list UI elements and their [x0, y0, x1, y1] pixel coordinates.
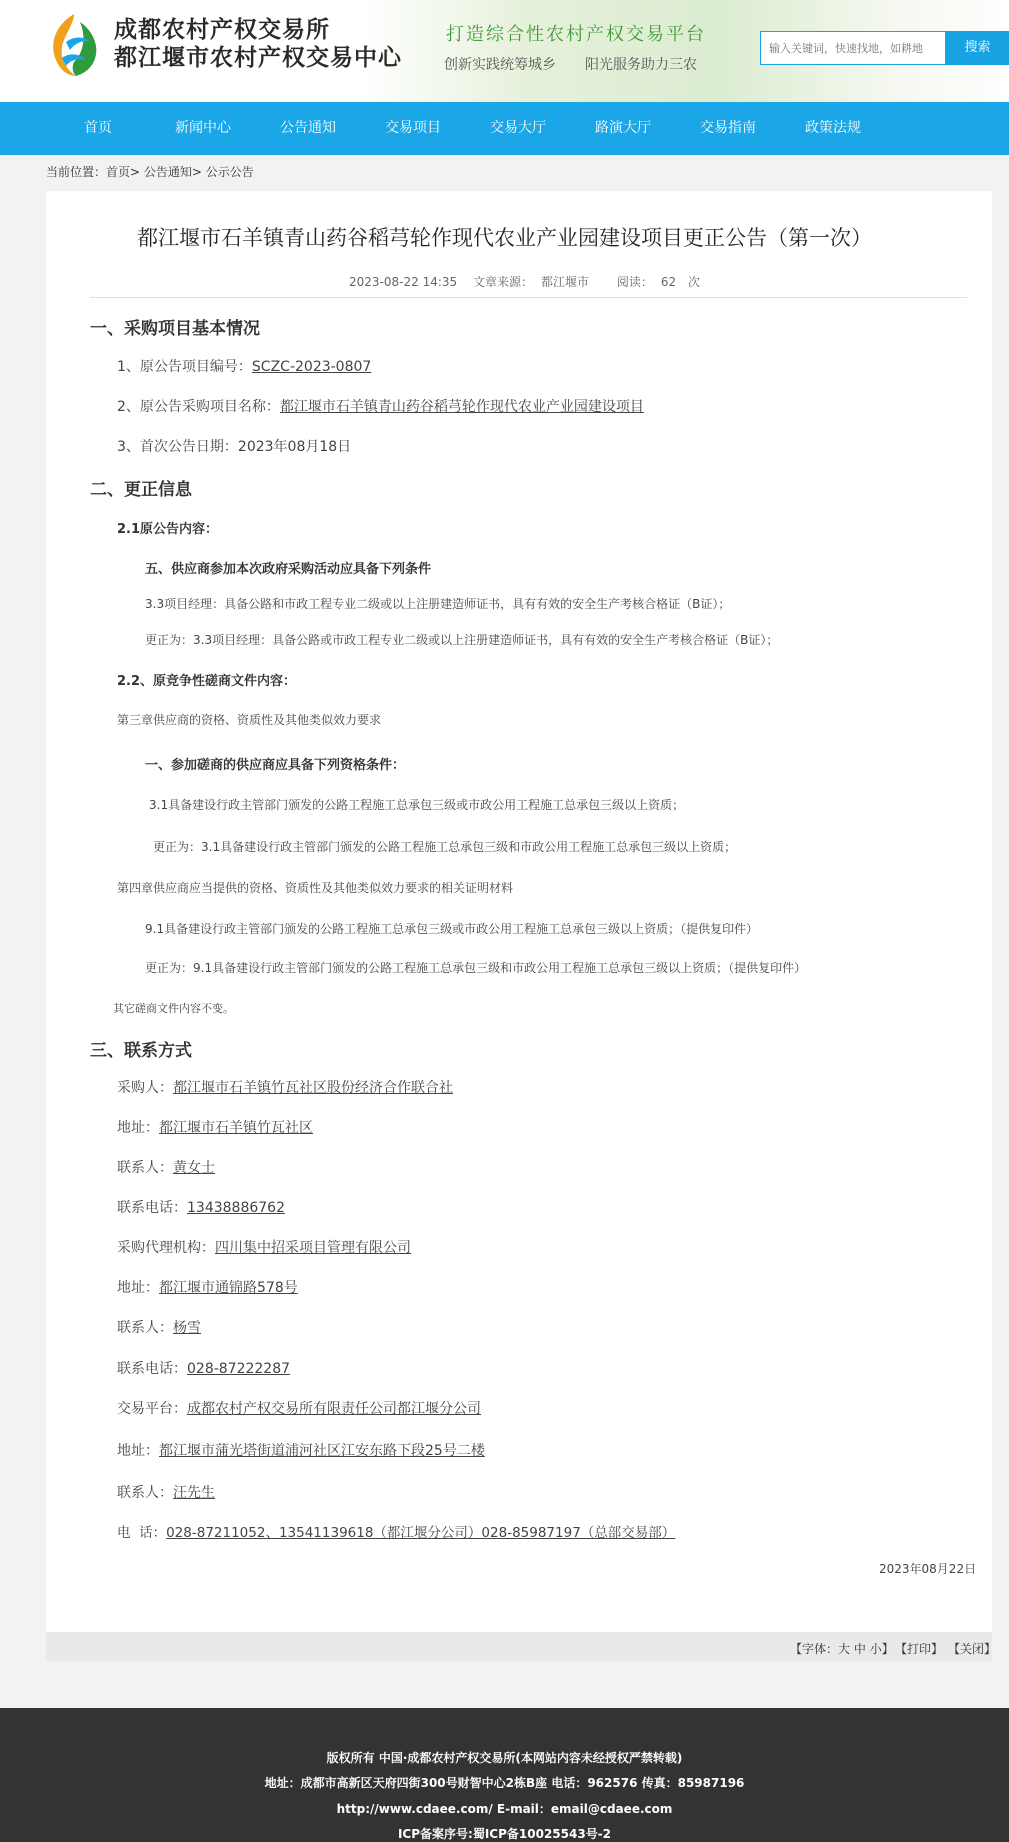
- contact-value-link[interactable]: 都江堰市石羊镇竹瓦社区股份经济合作联合社: [173, 1080, 453, 1096]
- nav-item-trading-hall[interactable]: 交易大厅: [490, 120, 546, 136]
- nav-item-projects[interactable]: 交易项目: [385, 120, 441, 136]
- breadcrumb-prefix: 当前位置：: [46, 165, 107, 179]
- font-size-medium-button[interactable]: 中: [853, 1642, 866, 1656]
- contact-label: 电 话：: [117, 1525, 167, 1541]
- nav-item-roadshow[interactable]: 路演大厅: [595, 120, 651, 136]
- subheading-2-2: 2.2、原竞争性磋商文件内容：: [117, 674, 297, 689]
- footer-contact[interactable]: http://www.cdaee.com/ E-mail：email@cdaee.com: [336, 1802, 673, 1816]
- font-size-small-button[interactable]: 小: [869, 1642, 882, 1656]
- section-heading-3: 三、联系方式: [90, 1041, 192, 1061]
- contact-label: 联系电话：: [117, 1200, 187, 1216]
- site-footer: [0, 1708, 1009, 1842]
- slogan-sub-2: 阳光服务助力三农: [585, 57, 697, 73]
- search-input[interactable]: [760, 31, 946, 65]
- contact-value-link[interactable]: 黄女士: [173, 1160, 215, 1176]
- section-heading-1: 一、采购项目基本情况: [90, 319, 260, 339]
- contact-label: 联系人：: [117, 1485, 173, 1501]
- chapter-3-heading: 第三章供应商的资格、资质性及其他类似效力要求: [117, 713, 382, 727]
- site-name-line-2: 都江堰市农村产权交易中心: [114, 45, 402, 71]
- contact-label: 联系人：: [117, 1320, 173, 1336]
- contact-value-link[interactable]: 都江堰市通锦路578号: [159, 1280, 298, 1296]
- title-divider: [90, 297, 967, 298]
- contact-agency: [117, 1237, 411, 1257]
- project-number-link[interactable]: SCZC-2023-0807: [251, 359, 372, 375]
- font-size-large-button[interactable]: 大: [838, 1642, 851, 1656]
- contact-label: 地址：: [117, 1280, 159, 1296]
- contact-label: 交易平台：: [117, 1401, 187, 1417]
- contact-purchaser-phone: [117, 1197, 285, 1217]
- breadcrumb-notices[interactable]: 公告通知: [143, 165, 192, 179]
- site-header: [0, 0, 1009, 102]
- breadcrumb-separator: >: [191, 165, 206, 179]
- font-size-label: 【字体：: [790, 1642, 839, 1656]
- article-date: 2023-08-22 14:35: [349, 275, 458, 289]
- qualification-heading: 一、参加磋商的供应商应具备下列资格条件：: [145, 758, 406, 773]
- contact-label: 地址：: [117, 1120, 159, 1136]
- contact-label: 联系人：: [117, 1160, 173, 1176]
- subheading-conditions: 五、供应商参加本次政府采购活动应具备下列条件: [145, 562, 432, 577]
- contact-platform-phone: [117, 1521, 675, 1541]
- contact-label: 采购代理机构：: [117, 1240, 215, 1256]
- nav-item-guide[interactable]: 交易指南: [700, 120, 756, 136]
- nav-item-home[interactable]: 首页: [84, 120, 112, 136]
- nav-item-policy[interactable]: 政策法规: [805, 120, 861, 136]
- breadcrumb-home[interactable]: 首页: [106, 165, 131, 179]
- other-unchanged-note: 其它磋商文件内容不变。: [113, 1002, 234, 1015]
- main-nav: [0, 102, 1009, 155]
- contact-label: 地址：: [117, 1443, 159, 1459]
- contact-value-link[interactable]: 杨雪: [173, 1320, 201, 1336]
- contact-value-link[interactable]: 成都农村产权交易所有限责任公司都江堰分公司: [187, 1401, 481, 1417]
- article-read-label: 阅读：: [616, 275, 653, 289]
- subheading-2-1: 2.1原公告内容：: [117, 522, 219, 537]
- breadcrumb-current[interactable]: 公示公告: [205, 165, 254, 179]
- contact-platform-person: [117, 1482, 215, 1502]
- article-read-unit: 次: [687, 275, 700, 289]
- original-clause-3-1: 3.1具备建设行政主管部门颁发的公路工程施工总承包三级或市政公用工程施工总承包三级以上资质；: [149, 798, 685, 812]
- contact-purchaser: [117, 1077, 453, 1097]
- site-name-line-1: 成都农村产权交易所: [114, 17, 330, 43]
- contact-agency-person: [117, 1317, 201, 1337]
- corrected-clause-3-1: 更正为：3.1具备建设行政主管部门颁发的公路工程施工总承包三级和市政公用工程施工总承包三级以上资质；: [153, 840, 737, 854]
- nav-item-news[interactable]: 新闻中心: [175, 120, 231, 136]
- slogan-main: 打造综合性农村产权交易平台: [446, 24, 706, 45]
- article-title: 都江堰市石羊镇青山药谷稻芎轮作现代农业产业园建设项目更正公告（第一次）: [137, 226, 872, 250]
- contact-value-link[interactable]: 028-87211052、13541139618（都江堰分公司）028-85987197（总部交易部）: [166, 1525, 676, 1541]
- font-size-controls: [790, 1640, 894, 1657]
- print-button[interactable]: 【打印】: [895, 1642, 944, 1656]
- item-label: 2、原公告采购项目名称：: [117, 399, 280, 415]
- contact-purchaser-person: [117, 1157, 215, 1177]
- breadcrumb: [46, 163, 254, 181]
- contact-platform-address: [117, 1440, 485, 1460]
- close-button[interactable]: 【关闭】: [948, 1642, 997, 1656]
- item-first-notice-date: 3、首次公告日期：2023年08月18日: [117, 439, 352, 455]
- article-read-count: 62: [660, 275, 677, 289]
- contact-value-link[interactable]: 汪先生: [173, 1485, 215, 1501]
- contact-value-link[interactable]: 都江堰市石羊镇竹瓦社区: [159, 1120, 313, 1136]
- section-heading-2: 二、更正信息: [90, 480, 192, 500]
- contact-agency-address: [117, 1277, 298, 1297]
- nav-item-notices[interactable]: 公告通知: [280, 120, 336, 136]
- contact-value-link[interactable]: 13438886762: [187, 1200, 285, 1216]
- article-source: 都江堰市: [541, 275, 590, 289]
- site-logo-icon[interactable]: [44, 12, 102, 78]
- chapter-4-heading: 第四章供应商应当提供的资格、资质性及其他类似效力要求的相关证明材料: [117, 881, 514, 895]
- contact-agency-phone: [117, 1358, 290, 1378]
- contact-label: 采购人：: [117, 1080, 173, 1096]
- item-project-name: [117, 396, 644, 416]
- footer-copyright: 版权所有 中国·成都农村产权交易所(本网站内容未经授权严禁转载): [326, 1751, 683, 1765]
- contact-label: 联系电话：: [117, 1361, 187, 1377]
- site-name[interactable]: [114, 16, 402, 72]
- contact-value-link[interactable]: 都江堰市蒲光塔街道浦河社区江安东路下段25号二楼: [159, 1443, 485, 1459]
- contact-value-link[interactable]: 四川集中招采项目管理有限公司: [215, 1240, 411, 1256]
- contact-purchaser-address: [117, 1117, 313, 1137]
- contact-platform: [117, 1398, 481, 1418]
- search-button[interactable]: 搜索: [946, 31, 1009, 65]
- corrected-clause-9-1: 更正为：9.1具备建设行政主管部门颁发的公路工程施工总承包三级和市政公用工程施工总承包三级以上资质；（提供复印件）: [145, 961, 807, 975]
- footer-icp[interactable]: ICP备案序号:蜀ICP备10025543号-2: [397, 1827, 612, 1841]
- article-meta: [0, 273, 1009, 290]
- original-clause-3-3: 3.3项目经理：具备公路和市政工程专业二级或以上注册建造师证书，具有有效的安全生产考核合格证（B证）；: [145, 597, 731, 611]
- item-project-number: [117, 356, 371, 376]
- project-name-link[interactable]: 都江堰市石羊镇青山药谷稻芎轮作现代农业产业园建设项目: [279, 399, 644, 415]
- corrected-clause-3-3: 更正为：3.3项目经理：具备公路或市政工程专业二级或以上注册建造师证书，具有有效的安全生产考核合格证（B证）；: [145, 633, 779, 647]
- item-label: 1、原公告项目编号：: [117, 359, 252, 375]
- font-size-end: 】: [881, 1642, 894, 1656]
- original-clause-9-1: 9.1具备建设行政主管部门颁发的公路工程施工总承包三级或市政公用工程施工总承包三级以上资质；（提供复印件）: [145, 922, 759, 936]
- slogan-sub-1: 创新实践统筹城乡: [444, 57, 556, 73]
- article-source-label: 文章来源：: [472, 275, 533, 289]
- contact-value-link[interactable]: 028-87222287: [187, 1361, 291, 1377]
- sign-date: 2023年08月22日: [879, 1562, 977, 1576]
- footer-address: 地址：成都市高新区天府四街300号财智中心2栋B座 电话：962576 传真：85987196: [264, 1776, 745, 1790]
- breadcrumb-separator: >: [130, 165, 144, 179]
